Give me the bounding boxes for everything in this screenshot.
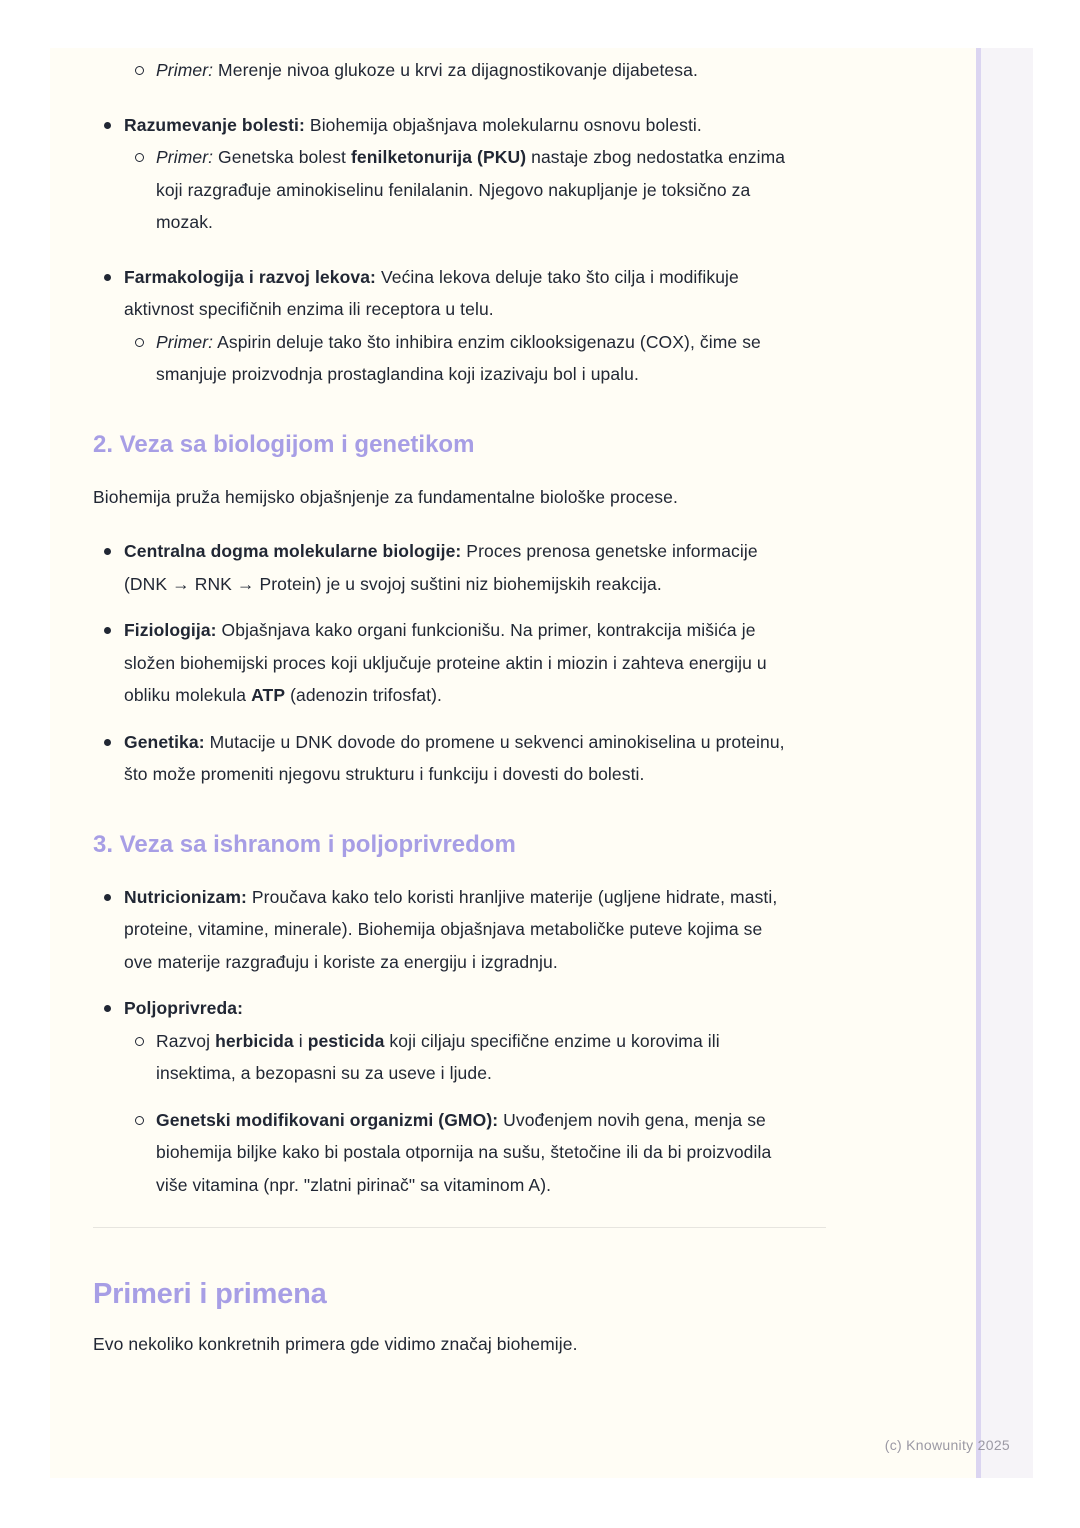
text-run: 2. Veza sa biologijom i genetikom xyxy=(93,430,475,458)
text-run: Proučava kako telo koristi hranljive materije (ugljene hidrate, masti, proteine, vitamine, minerale). Biohemija objašnjava metaboličke puteve kojima se ove materije razgrađuju i koriste za energiju i izgradnju. xyxy=(124,886,778,972)
text-run: Genetika: xyxy=(124,731,205,752)
text-run: Mutacije u DNK dovode do promene u sekvenci aminokiselina u proteinu, što može promeniti njegovu strukturu i funkciju i dovesti do bolesti. xyxy=(124,731,785,784)
text-run: herbicida xyxy=(215,1030,294,1051)
bullet-circle-icon xyxy=(135,66,144,75)
text-run: koji ciljaju specifične enzime u korovima ili insektima, a bezopasni su za useve i ljude. xyxy=(156,1030,720,1083)
text-run: Razvoj xyxy=(156,1030,216,1051)
text-run: Primer: xyxy=(156,60,214,80)
text-run: Objašnjava kako organi funkcionišu. Na primer, kontrakcija mišića je složen biohemijski proces koji uključuje proteine aktin i miozin i zahteva energiju u obliku molekula xyxy=(124,620,767,705)
text-run: Nutricionizam: xyxy=(124,886,247,907)
paragraph xyxy=(93,1328,793,1361)
text-run: Biohemija pruža hemijsko objašnjenje za fundamentalne biološke procese. xyxy=(93,486,678,507)
sub-list-item xyxy=(93,141,793,239)
text-run: 3. Veza sa ishranom i poljoprivredom xyxy=(93,830,516,858)
sub-list-item xyxy=(93,1025,793,1090)
text-run: Aspirin deluje tako što inhibira enzim ciklooksigenazu (COX), čime se smanjuje proizvodnja prostaglandina koji izazivaju bol i upalu. xyxy=(156,331,761,384)
bullet-dot-icon xyxy=(104,627,111,634)
text-run: Primer: xyxy=(156,331,214,352)
text-run: ATP xyxy=(251,685,286,705)
sub-list-item xyxy=(93,326,793,391)
list-item xyxy=(93,726,793,791)
sub-list-item xyxy=(93,54,793,87)
section-divider xyxy=(93,1227,826,1228)
section-heading xyxy=(93,829,793,861)
text-run: Proces prenosa genetske informacije (DNK → RNK → Protein) je u svojoj suštini niz biohemijskih reakcija. xyxy=(124,541,758,594)
document-content xyxy=(93,48,793,1361)
sub-list-item xyxy=(93,1104,793,1202)
page-heading xyxy=(93,1274,793,1314)
text-run: Većina lekova deluje tako što cilja i modifikuje aktivnost specifičnih enzima ili receptora u telu. xyxy=(124,266,739,319)
text-run: Centralna dogma molekularne biologije: xyxy=(124,541,462,561)
text-run: Genetski modifikovani organizmi (GMO): xyxy=(156,1109,499,1130)
bullet-dot-icon xyxy=(104,548,111,555)
bullet-dot-icon xyxy=(104,894,111,901)
text-run: Evo nekoliko konkretnih primera gde vidimo značaj biohemije. xyxy=(93,1334,578,1354)
text-run: Genetska bolest xyxy=(213,147,351,167)
bullet-circle-icon xyxy=(135,1116,144,1125)
text-run: nastaje zbog nedostatka enzima koji razgrađuje aminokiselinu fenilalanin. Njegovo nakupljanje je toksično za mozak. xyxy=(156,147,786,232)
bullet-circle-icon xyxy=(135,338,144,347)
bullet-circle-icon xyxy=(135,1037,144,1046)
text-run: Uvođenjem novih gena, menja se biohemija biljke kako bi postala otpornija na sušu, štetočine ili da bi proizvodila više vitamina (npr. "zlatni pirinač" sa vitaminom A). xyxy=(156,1109,772,1195)
copyright-watermark: (c) Knowunity 2025 xyxy=(884,1437,1010,1453)
paragraph xyxy=(93,481,793,514)
text-run: Razumevanje bolesti: xyxy=(124,114,305,135)
bullet-dot-icon xyxy=(104,274,111,281)
document-page xyxy=(50,48,976,1478)
list-item xyxy=(93,109,793,142)
text-run: Poljoprivreda: xyxy=(124,998,244,1018)
list-item xyxy=(93,614,793,712)
section-heading xyxy=(93,429,793,461)
text-run: Primer: xyxy=(156,147,214,167)
bullet-dot-icon xyxy=(104,122,111,129)
text-run: (adenozin trifosfat). xyxy=(285,685,442,705)
list-item xyxy=(93,535,793,600)
text-run: Biohemija objašnjava molekularnu osnovu bolesti. xyxy=(304,114,702,135)
list-item xyxy=(93,992,793,1025)
text-run: fenilketonurija (PKU) xyxy=(350,147,527,167)
bullet-dot-icon xyxy=(104,1005,111,1012)
list-item xyxy=(93,881,793,979)
bullet-dot-icon xyxy=(104,739,111,746)
text-run: pesticida xyxy=(307,1030,385,1051)
text-run: Farmakologija i razvoj lekova: xyxy=(124,266,376,287)
text-run: Fiziologija: xyxy=(124,620,217,640)
bullet-circle-icon xyxy=(135,153,144,162)
text-run: Primeri i primena xyxy=(93,1278,327,1310)
text-run: i xyxy=(293,1030,308,1051)
list-item xyxy=(93,261,793,326)
next-page-preview xyxy=(981,48,1033,1478)
text-run: Merenje nivoa glukoze u krvi za dijagnostikovanje dijabetesa. xyxy=(213,60,698,80)
